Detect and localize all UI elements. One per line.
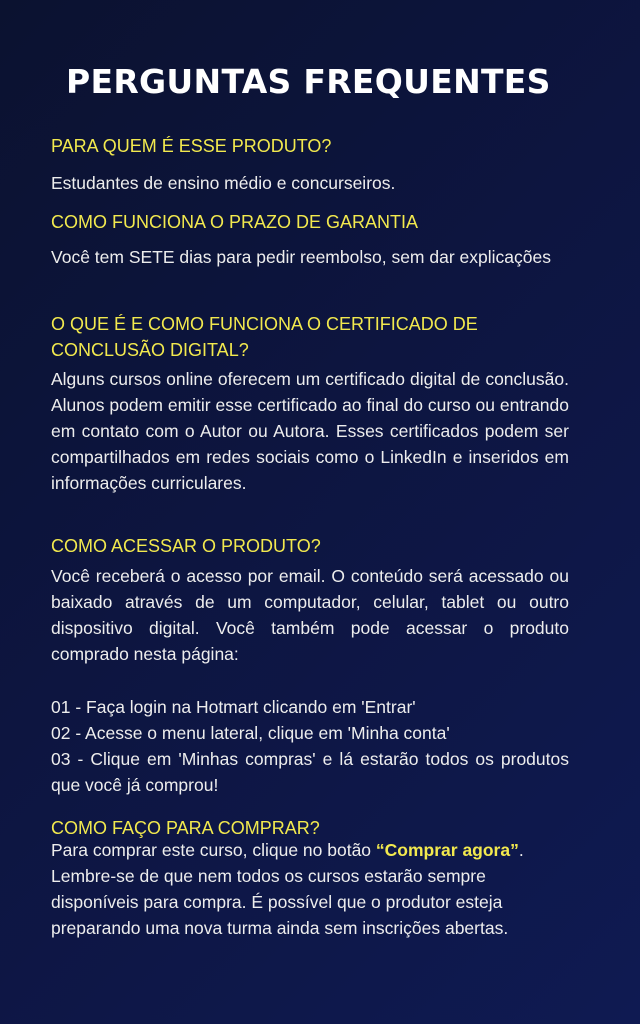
access-step-1: 01 - Faça login na Hotmart clicando em 'Entrar' bbox=[51, 697, 416, 717]
faq-question-target-audience: PARA QUEM É ESSE PRODUTO? bbox=[51, 136, 332, 156]
purchase-answer-end: . Lembre-se de que nem todos os cursos estarão sempre disponíveis para compra. É possível que o produtor esteja preparando uma nova turma ainda sem inscrições abertas. bbox=[51, 840, 524, 938]
access-steps-list bbox=[51, 694, 569, 798]
page-title: PERGUNTAS FREQUENTES bbox=[66, 62, 551, 101]
purchase-answer-start: Para comprar este curso, clique no botão bbox=[51, 840, 376, 860]
buy-now-highlight: “Comprar agora” bbox=[375, 840, 519, 860]
faq-question-access: COMO ACESSAR O PRODUTO? bbox=[51, 536, 321, 556]
faq-question-certificate: O QUE É E COMO FUNCIONA O CERTIFICADO DE CONCLUSÃO DIGITAL? bbox=[51, 314, 478, 360]
faq-answer-target-audience: Estudantes de ensino médio e concurseiros. bbox=[51, 173, 396, 193]
faq-answer-guarantee: Você tem SETE dias para pedir reembolso, sem dar explicações bbox=[51, 247, 551, 267]
faq-question-guarantee: COMO FUNCIONA O PRAZO DE GARANTIA bbox=[51, 212, 419, 232]
access-step-2: 02 - Acesse o menu lateral, clique em 'Minha conta' bbox=[51, 723, 450, 743]
faq-answer-certificate: Alguns cursos online oferecem um certificado digital de conclusão. Alunos podem emitir esse certificado ao final do curso ou entrando em contato com o Autor ou Autora. Esses certificados podem ser compartilhados em redes sociais como o LinkedIn e inseridos em informações curriculares. bbox=[51, 369, 569, 493]
faq-question-purchase: COMO FAÇO PARA COMPRAR? bbox=[51, 818, 320, 838]
access-step-3: 03 - Clique em 'Minhas compras' e lá estarão todos os produtos que você já comprou! bbox=[51, 749, 569, 795]
faq-answer-purchase bbox=[51, 837, 551, 941]
faq-answer-access: Você receberá o acesso por email. O conteúdo será acessado ou baixado através de um computador, celular, tablet ou outro dispositivo digital. Você também pode acessar o produto comprado nesta página: bbox=[51, 566, 569, 664]
